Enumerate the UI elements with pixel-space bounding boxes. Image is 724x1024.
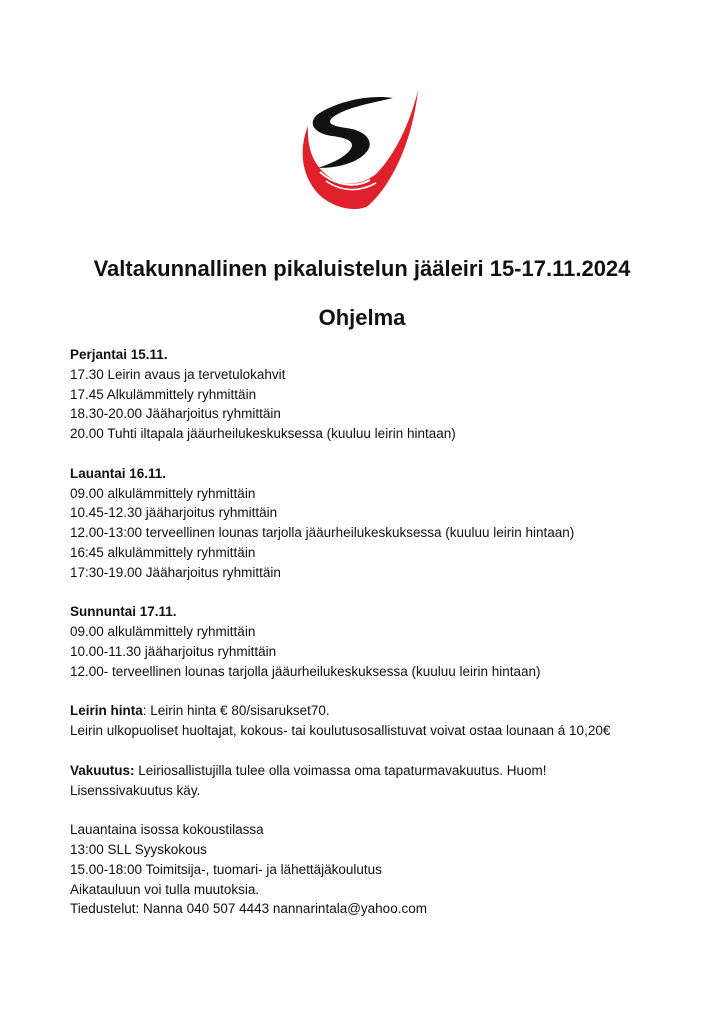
logo-black-s	[313, 97, 393, 168]
insurance-text: Leiriosallistujilla tulee olla voimassa oma tapaturmavakuutus. Huom!	[134, 762, 547, 778]
skating-logo-icon	[298, 84, 426, 214]
insurance-section	[70, 761, 690, 801]
day-friday	[70, 345, 690, 444]
day-heading: Perjantai 15.11.	[70, 347, 168, 362]
price-label: Leirin hinta	[70, 703, 143, 719]
insurance-text2: Lisenssivakuutus käy.	[70, 782, 201, 798]
note-item: Lauantaina isossa kokoustilassa	[70, 822, 264, 838]
schedule-item: 18.30-20.00 Jääharjoitus ryhmittäin	[70, 406, 281, 422]
note-item: 13:00 SLL Syyskokous	[70, 841, 207, 857]
contact-info: Tiedustelut: Nanna 040 507 4443 nannarintala@yahoo.com	[70, 901, 427, 917]
schedule-item: 10.45-12.30 jääharjoitus ryhmittäin	[70, 505, 278, 521]
page-title: Valtakunnallinen pikaluistelun jääleiri 15-17.11.2024	[93, 256, 631, 281]
schedule-item: 12.00-13:00 terveellinen lounas tarjolla jääurheilukeskuksessa (kuuluu leirin hintaan)	[70, 525, 575, 541]
schedule-item: 20.00 Tuhti iltapala jääurheilukeskuksessa (kuuluu leirin hintaan)	[70, 426, 456, 442]
price-line	[70, 701, 690, 721]
price-text: : Leirin hinta € 80/sisarukset70.	[142, 703, 330, 719]
schedule-item: 17:30-19.00 Jääharjoitus ryhmittäin	[70, 564, 281, 580]
notes-section	[70, 820, 690, 919]
note-item: 15.00-18:00 Toimitsija-, tuomari- ja lähettäjäkoulutus	[70, 861, 382, 877]
schedule-content	[70, 345, 690, 939]
day-heading: Sunnuntai 17.11.	[70, 604, 177, 620]
schedule-item: 10.00-11.30 jääharjoitus ryhmittäin	[70, 643, 277, 659]
page-subtitle: Ohjelma	[318, 305, 406, 330]
insurance-label: Vakuutus:	[70, 762, 135, 778]
schedule-item: 12.00- terveellinen lounas tarjolla jääurheilukeskuksessa (kuuluu leirin hintaan)	[70, 663, 541, 679]
day-sunday	[70, 602, 690, 681]
day-saturday	[70, 464, 690, 583]
schedule-item: 17.30 Leirin avaus ja tervetulokahvit	[70, 366, 286, 382]
schedule-item: 16:45 alkulämmittely ryhmittäin	[70, 544, 256, 560]
price-section	[70, 701, 690, 741]
insurance-line	[70, 761, 690, 781]
note-item: Aikatauluun voi tulla muutoksia.	[70, 881, 260, 897]
schedule-item: 17.45 Alkulämmittely ryhmittäin	[70, 386, 257, 402]
schedule-item: 09.00 alkulämmittely ryhmittäin	[70, 485, 256, 501]
price-extra: Leirin ulkopuoliset huoltajat, kokous- tai koulutusosallistuvat voivat ostaa lounaan á 10,20€	[70, 723, 611, 739]
schedule-item: 09.00 alkulämmittely ryhmittäin	[70, 624, 256, 640]
day-heading: Lauantai 16.11.	[70, 465, 167, 481]
